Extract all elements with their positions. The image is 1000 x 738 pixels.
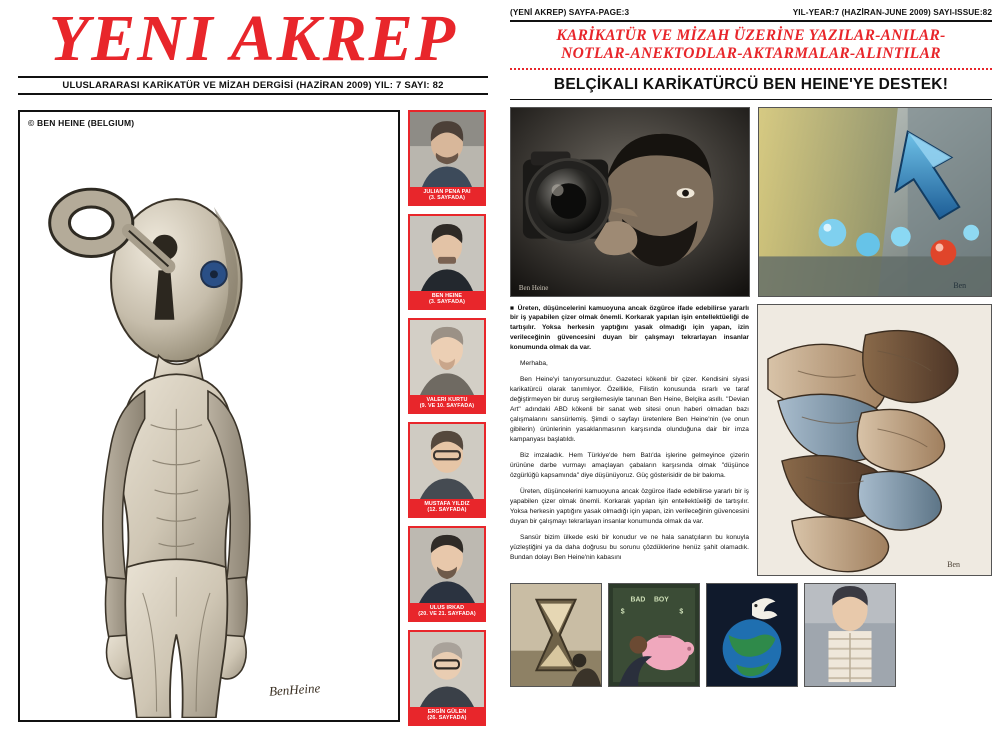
contributor-name: ULUS IRKAD	[429, 604, 465, 611]
contributor-name: BEN HEINE	[431, 292, 463, 299]
contributor-page-ref: (26. SAYFADA)	[427, 715, 467, 722]
article-paragraph: Sansür bizim ülkede eski bir konudur ve ne hala sanatçıların bu konuyla yüzleştiğini ya da daha doğrusu bu sorunu çözdüklerine henüz şahit olamadık. Bundan dolayı Ben Heine'nin kabasını	[510, 534, 749, 562]
top-artwork-row	[510, 107, 992, 297]
list-item-caption	[410, 499, 484, 516]
list-item-caption	[410, 603, 484, 620]
piggybank-and-child-artwork	[608, 583, 700, 687]
article-paragraph: Biz imzaladık. Hem Türkiye'de hem Batı'da işlerine gelmeyince çizerin ürününe darbe vurmayı amaçlayan çabaların karşısında olmak "düşünce özgürlüğü kapsamında" diye düşünüyoruz. Güç gösterisidir de bir bakıma.	[510, 452, 749, 480]
svg-text:Ben: Ben	[953, 280, 967, 290]
list-item-caption	[410, 395, 484, 412]
contributor-portrait-list	[408, 110, 486, 726]
bottom-thumbnail-row	[510, 583, 992, 687]
section-title-line-2: NOTLAR-ANEKTODLAR-AKTARMALAR-ALINTILAR	[561, 45, 941, 63]
svg-text:BOY: BOY	[654, 596, 669, 604]
list-item[interactable]	[408, 214, 486, 310]
contributor-name: VALERI KURTU	[426, 396, 468, 403]
contributor-page-ref: (3. SAYFADA)	[428, 195, 466, 202]
article-lead: ■ Üreten, düşüncelerini kamuoyuna ancak özgürce ifade edebilirse yararlı bir iş yapabilen çizer olmak önemli. Korkarak yapılan işin entellektüeliği de tartışılır. Yoksa herkesin yaptığını yasak olmadığı için yapan, izin verileceğinin güvencesini duyan bir çalışmayı tekrarlayan insanlar konumunda olmak da var.	[510, 304, 749, 353]
blue-arrow-and-spheres-artwork	[758, 107, 992, 297]
page-title: BELÇİKALI KARİKATÜRCÜ BEN HEINE'YE DESTEK!	[553, 75, 949, 93]
cartoon-credit: © BEN HEINE (BELGIUM)	[28, 118, 135, 128]
section-title	[510, 27, 992, 64]
list-item-caption	[410, 291, 484, 308]
avatar	[410, 528, 484, 603]
divider-dotted	[510, 68, 992, 70]
contributor-page-ref: (20. VE 21. SAYFADA)	[418, 611, 476, 618]
hourglass-and-figure-artwork	[510, 583, 602, 687]
contributor-page-ref: (12. SAYFADA)	[427, 507, 467, 514]
bandaged-figure-artwork	[804, 583, 896, 687]
contributor-name: ERGİN GÜLEN	[427, 708, 467, 715]
avatar	[410, 424, 484, 499]
artwork-signature: Ben	[947, 559, 961, 569]
masthead-title: YENI AKREP	[48, 2, 458, 75]
photographer-with-camera-artwork	[510, 107, 750, 297]
avatar	[410, 216, 484, 291]
svg-text:$: $	[620, 607, 625, 615]
article-paragraph: Merhaba,	[520, 360, 548, 368]
avatar	[410, 632, 484, 707]
article-paragraph: Ben Heine'yi tanıyorsunuzdur. Gazeteci kökenli bir çizer. Kendisini siyasi karikatürcü olarak tanımlıyor. Özellikle, Filistin konusunda ısrarlı ve taraf değiştirmeyen bir duruş sergilemesiyle tanınan Ben Heine, Belçika asıllı. "Devian Art" adındaki ABD kökenli bir sanat web sitesi onun haberi olmadan bazı çalışmalarını sansürlemiş. Şimdi o sayfayı üretenlere Ben Heine'nin (ve onun gibilerin) ürünlerinin yasaklanmasının karşısında olunduğuna dair bir imza kampanyası başlatıldı.	[510, 376, 749, 444]
masthead	[18, 2, 488, 95]
list-item[interactable]	[408, 630, 486, 726]
svg-text:Ben Heine: Ben Heine	[518, 284, 549, 292]
clasped-hands-artwork	[757, 304, 992, 576]
list-item-caption	[410, 187, 484, 204]
cartoon-signature: BenHeine	[268, 680, 321, 699]
middle-row	[510, 304, 992, 576]
keyhole-head-figure-artwork	[20, 112, 398, 718]
list-item[interactable]	[408, 318, 486, 414]
article-paragraph: Üreten, düşüncelerini kamuoyuna ancak özgürce ifade edebilirse yararlı bir iş yapabilen çizer olmak önemli. Korkarak yapılan işin entellektüeliği de tartışılır. Yoksa herkesin yaptığını yasak olmadığı için yapan, izin verileceğinin güvencesini duyan bir çalışmayı tekrarlayan insanlar konumunda olmak da var.	[510, 488, 749, 526]
svg-text:BAD: BAD	[630, 596, 646, 604]
avatar	[410, 320, 484, 395]
contributor-name: MUSTAFA YILDIZ	[424, 500, 470, 507]
contributor-name: JULIAN PENA PAI	[423, 188, 471, 195]
list-item[interactable]	[408, 422, 486, 518]
globe-and-dove-artwork	[706, 583, 798, 687]
list-item-caption	[410, 707, 484, 724]
list-item[interactable]	[408, 526, 486, 622]
avatar	[410, 112, 484, 187]
article-text-column	[510, 304, 749, 576]
running-head	[510, 8, 992, 22]
contributor-page-ref: (3. SAYFADA)	[428, 299, 466, 306]
runhead-left: (YENİ AKREP) SAYFA-PAGE:3	[510, 8, 630, 17]
right-page	[500, 0, 1000, 738]
divider-rule	[510, 99, 992, 100]
section-title-line-1: KARİKATÜR VE MİZAH ÜZERİNE YAZILAR-ANILAR-	[556, 27, 946, 44]
cover-cartoon-frame	[18, 110, 400, 722]
contributor-page-ref: (9. VE 10. SAYFADA)	[419, 403, 475, 410]
list-item[interactable]	[408, 110, 486, 206]
runhead-right: YIL-YEAR:7 (HAZİRAN-JUNE 2009) SAYI-ISSUE:82	[792, 8, 992, 17]
masthead-subtitle: ULUSLARARASI KARİKATÜR VE MİZAH DERGİSİ (HAZİRAN 2009) YIL: 7 SAYI: 82	[18, 76, 488, 95]
svg-text:$: $	[679, 607, 684, 615]
